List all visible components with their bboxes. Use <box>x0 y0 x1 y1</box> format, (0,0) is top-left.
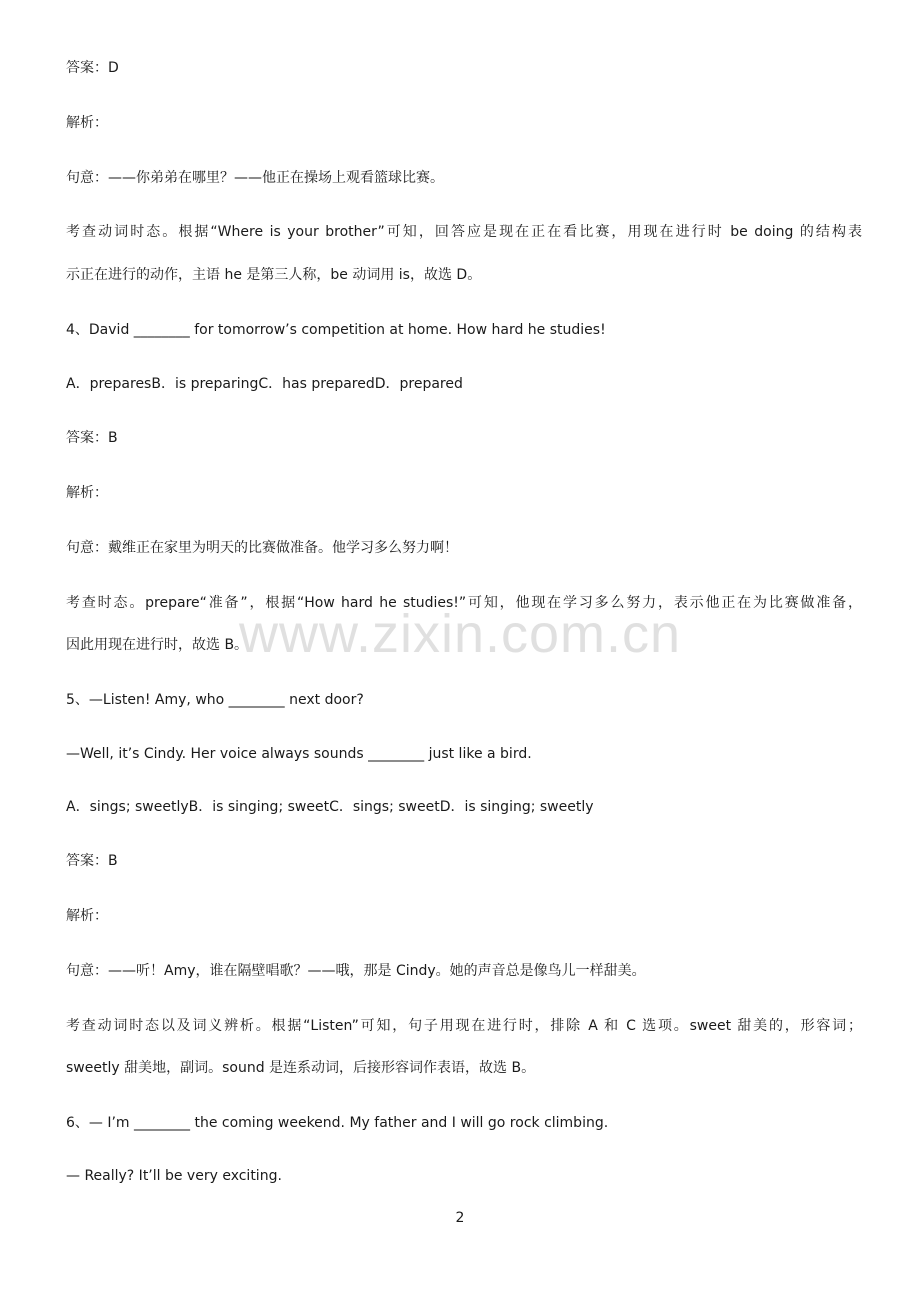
explanation-line: 示正在进行的动作，主语 he 是第三人称，be 动词用 is，故选 D。 <box>66 267 482 283</box>
explanation-line: 考查动词时态。根据“Where is your brother”可知，回答应是现在正在看比赛，用现在进行时 be doing 的结构表 <box>66 224 862 240</box>
answer-line: 答案：B <box>66 853 118 869</box>
analysis-label: 解析： <box>66 485 108 501</box>
answer-line: 答案：B <box>66 430 118 446</box>
question-4: 4、David ________ for tomorrow’s competition at home. How hard he studies! <box>66 322 606 338</box>
question-4-options: A．preparesB．is preparingC．has preparedD．prepared <box>66 376 463 392</box>
question-5-options: A．sings; sweetlyB．is singing; sweetC．sings; sweetD．is singing; sweetly <box>66 799 594 815</box>
explanation-line: 因此用现在进行时，故选 B。 <box>66 637 249 653</box>
watermark: www.zixin.com.cn <box>238 604 682 664</box>
question-6: 6、— I’m ________ the coming weekend. My father and I will go rock climbing. <box>66 1115 609 1131</box>
question-6-line-2: — Really? It’ll be very exciting. <box>66 1168 282 1184</box>
analysis-label: 解析： <box>66 115 108 131</box>
sentence-meaning: 句意：——你弟弟在哪里？——他正在操场上观看篮球比赛。 <box>66 170 444 186</box>
explanation-line: 考查时态。prepare“准备”，根据“How hard he studies!”可知，他现在学习多么努力，表示他正在为比赛做准备， <box>66 595 862 611</box>
explanation-line: sweetly 甜美地，副词。sound 是连系动词，后接形容词作表语，故选 B。 <box>66 1060 536 1076</box>
explanation-line: 考查动词时态以及词义辨析。根据“Listen”可知，句子用现在进行时，排除 A 和 C 选项。sweet 甜美的，形容词； <box>66 1018 862 1034</box>
page-number: 2 <box>455 1210 465 1226</box>
answer-line: 答案：D <box>66 60 119 76</box>
question-5-line-2: —Well, it’s Cindy. Her voice always sounds ________ just like a bird. <box>66 746 532 762</box>
question-5: 5、—Listen! Amy, who ________ next door? <box>66 692 364 708</box>
analysis-label: 解析： <box>66 908 108 924</box>
sentence-meaning: 句意：戴维正在家里为明天的比赛做准备。他学习多么努力啊！ <box>66 540 458 556</box>
sentence-meaning: 句意：——听！Amy，谁在隔壁唱歌？——哦，那是 Cindy。她的声音总是像鸟儿一样甜美。 <box>66 963 646 979</box>
